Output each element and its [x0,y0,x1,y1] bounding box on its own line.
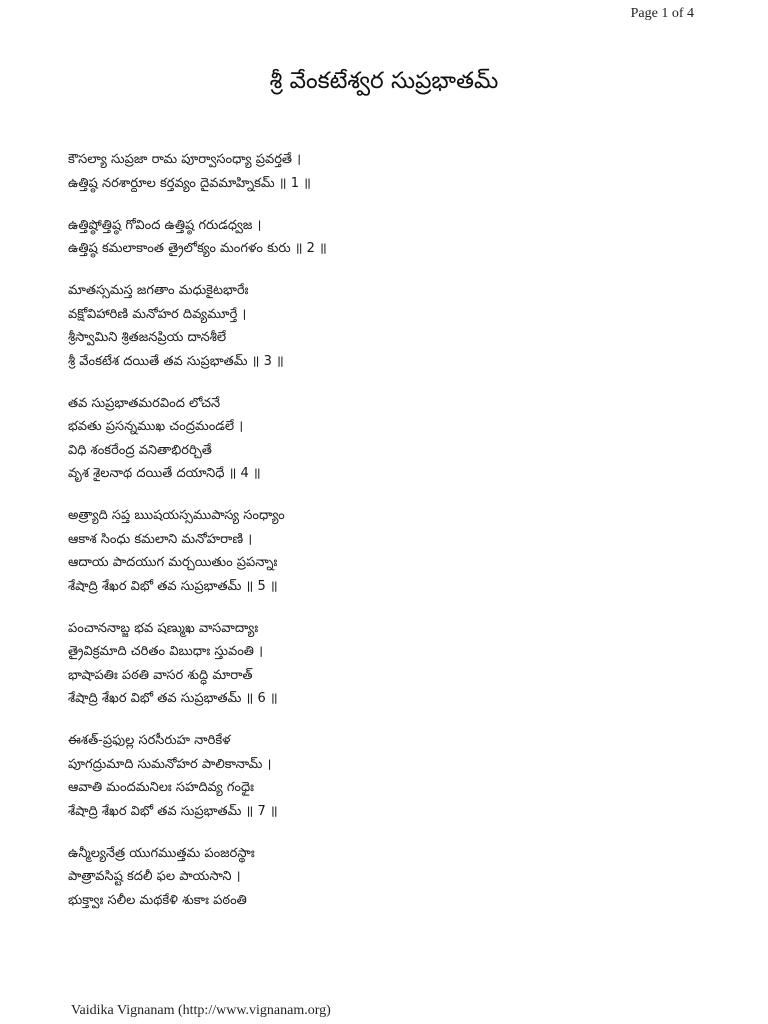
verse-line: విధి శంకరేంద్ర వనితాభిరర్చితే [68,442,212,458]
verse-line: పంచాననాబ్జ భవ షణ్ముఖ వాసవాద్యాః [68,620,259,636]
verse-line: తవ సుప్రభాతమరవింద లోచనే [68,395,221,411]
verse-list [68,148,708,931]
page-title: శ్రీ వేంకటేశ్వర సుప్రభాతమ్ [269,68,499,94]
page-number: Page 1 of 4 [630,6,694,21]
verse-line: ఆదాయ పాదయుగ మర్చయితుం ప్రపన్నాః [68,555,278,570]
verse-line: శేషాద్రి శేఖర విభో తవ సుప్రభాతమ్ ॥ 7 ॥ [68,803,278,819]
verse-line: పూగద్రుమాది సుమనోహర పాలికానామ్ । [68,756,272,772]
verse-stanza [68,392,708,486]
verse-line: ఈశత్-ప్రఫుల్ల సరసీరుహ నారికేళ [68,733,231,748]
verse-line: కౌసల్యా సుప్రజా రామ పూర్వాసంధ్యా ప్రవర్తతే । [68,152,302,167]
verse-line: ఉత్తిష్ఠోత్తిష్ఠ గోవింద ఉత్తిష్ఠ గరుడధ్వజ । [68,217,262,233]
footer-credit: Vaidika Vignanam (http://www.vignanam.org) [71,1003,331,1018]
verse-stanza [68,214,708,261]
verse-line: పాత్రావసిష్ట కదలీ ఫల పాయసాని । [68,869,241,884]
verse-line: ఉత్తిష్ఠ నరశార్దూల కర్తవ్యం దైవమాహ్నికమ్ ॥ 1 ॥ [68,175,311,191]
verse-line: శేషాద్రి శేఖర విభో తవ సుప్రభాతమ్ ॥ 5 ॥ [68,578,278,594]
verse-stanza [68,842,708,913]
verse-line: మాతస్సమస్త జగతాం మధుకైటభారేః [68,283,249,298]
verse-line: ఆకాశ సింధు కమలాని మనోహరాణి । [68,531,253,547]
verse-line: ఆవాతి మందమనిలః సహదివ్య గంధైః [68,780,255,795]
verse-stanza [68,504,708,598]
verse-line: భాషాపతిః పఠతి వాసర శుద్ధి మారాత్ [68,667,253,683]
verse-line: శ్రీస్వామిని శ్రితజనప్రియ దానశీలే [68,330,227,345]
verse-line: త్రైవిక్రమాది చరితం విబుధాః స్తువంతి । [68,644,264,659]
verse-line: అత్ర్యాది సప్త ఋషయస్సముపాస్య సంధ్యాం [68,508,285,523]
verse-stanza [68,617,708,711]
verse-line: శేషాద్రి శేఖర విభో తవ సుప్రభాతమ్ ॥ 6 ॥ [68,691,278,706]
verse-stanza [68,279,708,373]
verse-line: శ్రీ వేంకటేశ దయితే తవ సుప్రభాతమ్ ॥ 3 ॥ [68,353,284,369]
verse-line: ఉత్తిష్ఠ కమలాకాంత త్రైలోక్యం మంగళం కురు ॥ 2 ॥ [68,241,327,256]
verse-line: భవతు ప్రసన్నముఖ చంద్రమండలే । [68,419,244,434]
verse-stanza [68,148,708,195]
verse-line: వక్షోవిహారిణి మనోహర దివ్యమూర్తే । [68,306,247,322]
verse-line: వృశ శైలనాథ దయితే దయానిధే ॥ 4 ॥ [68,466,261,481]
verse-line: ఉన్మీల్యనేత్ర యుగముత్తమ పంజరస్థాః [68,845,255,861]
verse-stanza [68,729,708,823]
verse-line: భుక్త్వాః సలీల మథకేళి శుకాః పఠంతి [68,892,247,908]
